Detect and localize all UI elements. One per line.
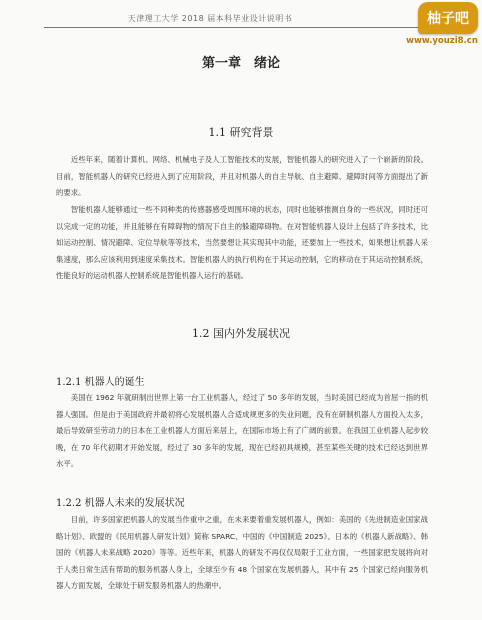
subsection-heading-robot-future: 1.2.2 机器人未来的发展状况 — [56, 498, 185, 509]
chapter-title: 第一章 绪论 — [201, 56, 280, 71]
paragraph: 美国在 1962 年就研制出世界上第一台工业机器人，经过了 50 多年的发展，当时美国已经成为首屈一指的机器人强国。但是由于美国政府并最初将心发展机器人合适成规更多的失业问题，没有在研制机器人方面投入太多，最后导致研至劳动力的日本在工业机器人方面后来居上，在国际市场上有了广阔的前景。在我国工业机器人起步较晚，在 70 年代初期才开始发展，经过了 30 多年的发展，现在已经初具规模，甚至某些关键的技术已经达到世界水平。 — [56, 393, 428, 468]
paragraph: 智能机器人能够通过一些不同种类的传感器感受周围环境的状态，同时也能够推测自身的一些状况，同时还可以完成一定的功能，并且能够在有障碍物的情况下自主的躲避障碍物。在对智能机器人设计上包括了许多技术，比如运动控制、情况避障、定位导航等等技术，当然要想让其实现其中功能，还要加上一些技术，如果想让机器人采集速度，那么应该利用到速度采集技术。智能机器人的执行机构在于其运动控制，它的移动在于其运动控制系统，性能良好的运动机器人控制系统是智能机器人运行的基础。 — [56, 205, 428, 280]
paragraph: 近些年来，随着计算机、网络、机械电子及人工智能技术的发展，智能机器人的研究进入了一个崭新的阶段。目前，智能机器人的研究已经进入到了应用阶段，并且对机器人的自主导航、自主避障、避障时间等方面提出了新的要求。 — [56, 155, 428, 197]
header-divider — [44, 27, 434, 28]
watermark-url: www.youzi8.cn — [406, 36, 478, 46]
section-heading-research-background: 1.1 研究背景 — [208, 126, 274, 139]
running-header: 天津理工大学 2018 届本科毕业设计说明书 — [127, 14, 293, 23]
watermark-logo: 柚子吧 — [418, 2, 478, 34]
subsection-heading-robot-birth: 1.2.1 机器人的诞生 — [56, 377, 145, 388]
paragraph: 目前，许多国家把机器人的发展当作重中之重，在未来要着重发展机器人，例如：美国的《先进制造业国家战略计划》、欧盟的《民用机器人研发计划》简称 SPARC、中国的《中国制造 2025》、日本的《机器人新战略》、韩国的《机器人未来战略 2020》等等。近些年来，机器人的研发不再仅仅局限于工业方面，一些国家把发展将向对于人类日常生活有帮助的服务机器人身上，全球至少有 48 个国家在发展机器人，其中有 25 个国家已经向服务机器人方面发展，全球处于研发服务机器人的热潮中。 — [56, 515, 428, 590]
section-heading-development-status: 1.2 国内外发展状况 — [192, 327, 290, 340]
